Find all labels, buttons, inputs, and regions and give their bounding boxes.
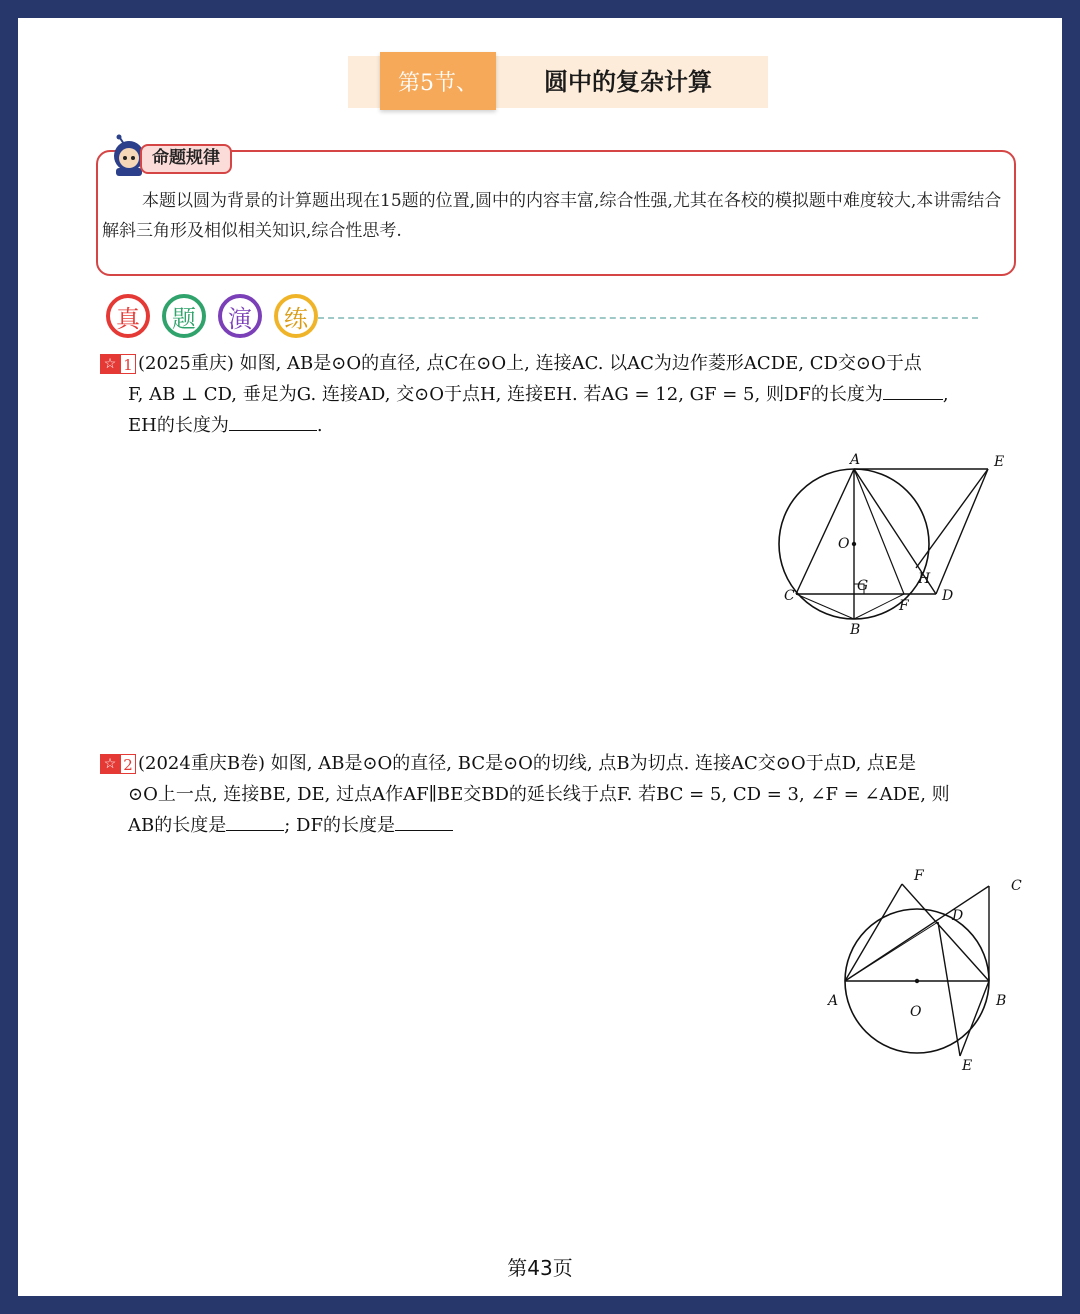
problem-2-text-2: ⊙O上一点, 连接BE, DE, 过点A作AF∥BE交BD的延长线于点F. 若BC = 5, CD = 3, ∠F = ∠ADE, 则 xyxy=(128,784,950,805)
problem-1-text-1: (2025重庆) 如图, AB是⊙O的直径, 点C在⊙O上, 连接AC. 以AC为边作菱形ACDE, CD交⊙O于点 xyxy=(138,353,922,374)
figure-2-label-a: A xyxy=(828,993,839,1009)
figure-1-label-a: A xyxy=(850,452,861,468)
badge-lian: 练 xyxy=(274,294,318,338)
section-header xyxy=(348,52,768,108)
problem-1-line-1 xyxy=(100,348,1020,379)
figure-2-label-b: B xyxy=(996,993,1007,1009)
badge-ti: 题 xyxy=(162,294,206,338)
badge-zhen: 真 xyxy=(106,294,150,338)
problem-2-text-1: (2024重庆B卷) 如图, AB是⊙O的直径, BC是⊙O的切线, 点B为切点. 连接AC交⊙O于点D, 点E是 xyxy=(138,753,917,774)
figure-2-label-e: E xyxy=(962,1058,973,1074)
problem-2-line-1 xyxy=(100,748,1020,779)
rule-label: 命题规律 xyxy=(140,144,232,174)
section-tag: 第5节、 xyxy=(380,52,496,110)
problem-1-text-3: EH的长度为 xyxy=(128,415,229,436)
problem-1-comma: , xyxy=(942,384,949,405)
figure-1-label-f: F xyxy=(899,598,909,614)
problem-1-line-2 xyxy=(100,379,1020,410)
figure-2-label-d: D xyxy=(952,908,964,924)
section-title: 圆中的复杂计算 xyxy=(544,68,712,96)
problem-number-box: 2 xyxy=(120,754,136,774)
answer-blank-ab[interactable] xyxy=(226,812,284,831)
figure-1-rhombus-circle xyxy=(766,450,1026,640)
problem-2-line-3 xyxy=(100,810,1020,841)
answer-blank-eh[interactable] xyxy=(229,412,317,431)
badge-yan: 演 xyxy=(218,294,262,338)
problem-2-text-3a: AB的长度是 xyxy=(128,815,227,836)
figure-1-label-o: O xyxy=(838,536,850,552)
problem-1 xyxy=(100,348,1020,441)
problem-2-text-3b: ; DF的长度是 xyxy=(284,815,395,836)
figure-1-label-h: H xyxy=(918,571,931,587)
problem-1-line-3 xyxy=(100,410,1020,441)
banner-divider xyxy=(318,317,978,319)
problem-1-number xyxy=(100,354,136,374)
document-page xyxy=(18,18,1062,1296)
problem-2 xyxy=(100,748,1020,841)
figure-1-label-e: E xyxy=(994,454,1005,470)
figure-1-label-b: B xyxy=(850,622,861,638)
problem-2-number xyxy=(100,754,136,774)
star-icon: ☆ xyxy=(100,754,120,774)
figure-1-label-d: D xyxy=(942,588,954,604)
answer-blank-df[interactable] xyxy=(395,812,453,831)
figure-1-label-g: G xyxy=(857,578,869,594)
page-number: 第43页 xyxy=(507,1256,573,1280)
problem-1-text-2: F, AB ⊥ CD, 垂足为G. 连接AD, 交⊙O于点H, 连接EH. 若AG = 12, GF = 5, 则DF的长度为 xyxy=(128,384,883,405)
figure-2-label-f: F xyxy=(914,868,924,884)
rule-text: 本题以圆为背景的计算题出现在15题的位置,圆中的内容丰富,综合性强,尤其在各校的模拟题中难度较大,本讲需结合解斜三角形及相似相关知识,综合性思考. xyxy=(102,191,1002,241)
figure-1-label-c: C xyxy=(784,588,795,604)
star-icon: ☆ xyxy=(100,354,120,374)
answer-blank-df[interactable] xyxy=(883,381,943,400)
figure-2-tangent-circle xyxy=(824,850,1024,1074)
problem-number-box: 1 xyxy=(120,354,136,374)
problem-1-period: . xyxy=(316,415,323,436)
problem-2-line-2 xyxy=(100,779,1020,810)
figure-2-label-c: C xyxy=(1011,878,1022,894)
figure-2-label-o: O xyxy=(910,1004,922,1020)
